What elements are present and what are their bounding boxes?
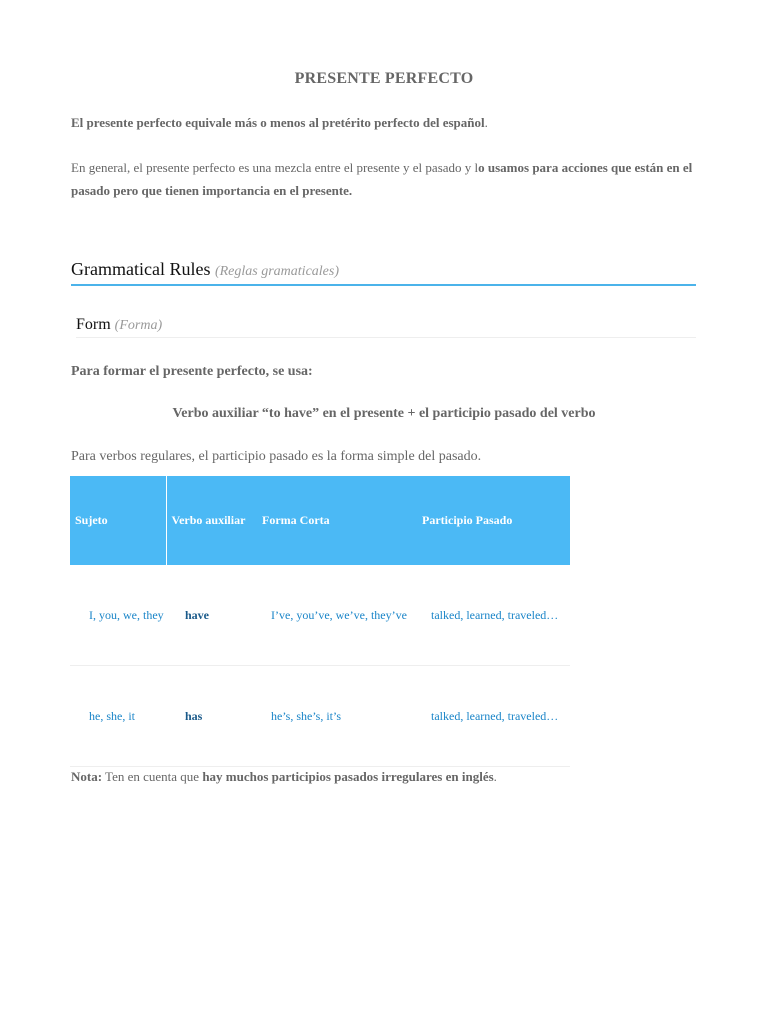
general-bold-text: o usamos para acciones que están en el pasado pero que tienen importancia en el presente. bbox=[71, 160, 693, 198]
form-heading-subtitle: (Forma) bbox=[114, 318, 163, 333]
form-heading bbox=[76, 316, 162, 334]
intro-paragraph bbox=[71, 115, 488, 131]
form-intro: Para formar el presente perfecto, se usa: bbox=[71, 364, 313, 379]
cell-subject: I, you, we, they bbox=[70, 565, 166, 666]
header-forma-corta: Forma Corta bbox=[257, 476, 417, 565]
rules-heading-title: Grammatical Rules bbox=[71, 259, 211, 279]
table-row bbox=[70, 565, 570, 666]
regular-verbs-note: Para verbos regulares, el participio pasado es la forma simple del pasado. bbox=[71, 449, 482, 464]
nota-label: Nota: bbox=[71, 769, 103, 784]
cell-auxiliary: have bbox=[166, 565, 257, 666]
rules-heading bbox=[71, 259, 339, 280]
rules-heading-subtitle: (Reglas gramaticales) bbox=[214, 264, 339, 279]
header-sujeto: Sujeto bbox=[70, 476, 166, 565]
cell-auxiliary: has bbox=[166, 666, 257, 767]
general-paragraph bbox=[71, 157, 696, 202]
cell-past-participle: talked, learned, traveled… bbox=[417, 666, 570, 767]
cell-short-form: I’ve, you’ve, we’ve, they’ve bbox=[257, 565, 417, 666]
nota-suffix: . bbox=[493, 769, 497, 784]
rules-heading-divider bbox=[71, 284, 696, 286]
header-verbo-auxiliar: Verbo auxiliar bbox=[166, 476, 257, 565]
cell-short-form: he’s, she’s, it’s bbox=[257, 666, 417, 767]
conjugation-table bbox=[70, 476, 570, 767]
form-heading-divider bbox=[76, 337, 696, 338]
nota-plain-text: Ten en cuenta que bbox=[102, 769, 203, 784]
form-heading-title: Form bbox=[76, 316, 111, 333]
intro-suffix: . bbox=[484, 115, 488, 130]
nota-bold-text: hay muchos participios pasados irregulares en inglés bbox=[202, 769, 494, 784]
table-header-row bbox=[70, 476, 570, 565]
table-row bbox=[70, 666, 570, 767]
header-participio-pasado: Participio Pasado bbox=[417, 476, 570, 565]
page-title: PRESENTE PERFECTO bbox=[294, 70, 474, 87]
nota-paragraph bbox=[71, 769, 497, 785]
intro-bold-text: El presente perfecto equivale más o menos al pretérito perfecto del español bbox=[71, 115, 485, 130]
formula: Verbo auxiliar “to have” en el presente + el participio pasado del verbo bbox=[172, 406, 596, 421]
cell-subject: he, she, it bbox=[70, 666, 166, 767]
general-plain-text: En general, el presente perfecto es una mezcla entre el presente y el pasado y l bbox=[71, 160, 479, 175]
cell-past-participle: talked, learned, traveled… bbox=[417, 565, 570, 666]
